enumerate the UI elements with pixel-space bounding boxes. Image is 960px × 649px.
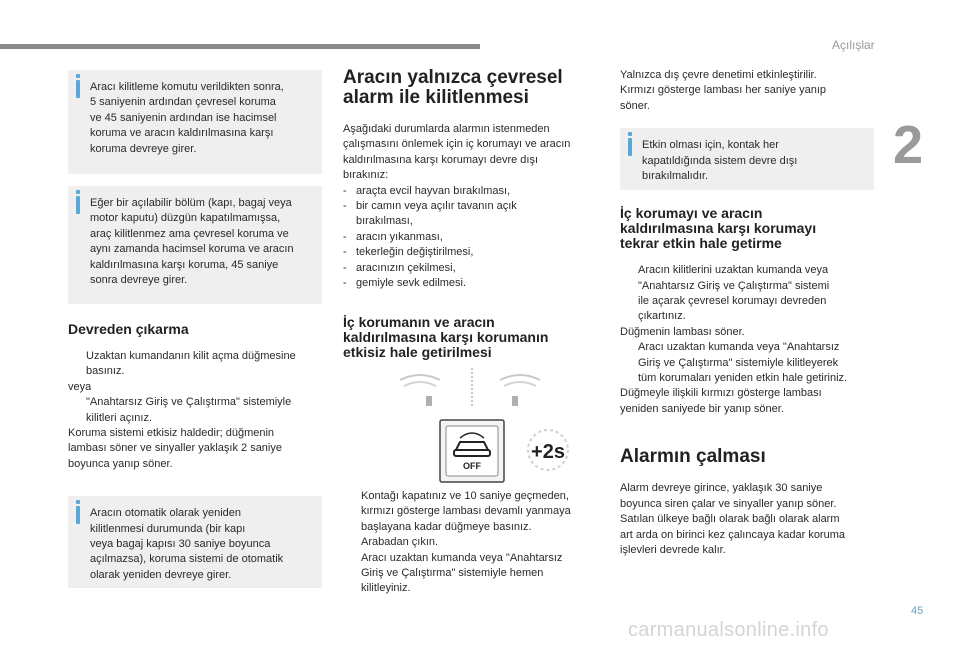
info-line: olarak yeniden devreye girer.	[90, 568, 232, 581]
list-item: - araçta evcil hayvan bırakılması,	[343, 184, 511, 197]
info-line: koruma ve aracın kaldırılmasına karşı	[90, 127, 274, 140]
info-icon	[76, 80, 80, 98]
column-1	[68, 70, 322, 588]
info-line: aynı zamanda hacimsel koruma ve aracın	[90, 243, 294, 256]
section-heading-deactivation: Devreden çıkarma	[68, 321, 189, 337]
list-item: - bir camın veya açılır tavanın açık bırakılması,	[343, 200, 517, 228]
paragraph: lambası söner ve sinyaller yaklaşık 2 saniye	[68, 442, 282, 455]
button-off-label: OFF	[463, 461, 481, 471]
interior-sensor-right-icon	[500, 375, 540, 406]
paragraph: boyunca yanıp söner.	[68, 457, 173, 470]
watermark: carmanualsonline.info	[628, 619, 829, 641]
info-icon	[76, 506, 80, 524]
info-line: kaldırılmasına karşı koruma, 45 saniye	[90, 258, 279, 271]
info-line: araç kilitlenmez ama çevresel koruma ve	[90, 227, 289, 240]
section-heading-reactivate-protection: İç korumayı ve aracın kaldırılmasına karşı korumayı tekrar etkin hale getirme	[620, 205, 817, 252]
list-item: - aracın yıkanması,	[343, 230, 443, 243]
chapter-number: 2	[893, 115, 924, 175]
column-3: Yalnızca dış çevre denetimi etkinleştirilir. Kırmızı gösterge lambası her saniye yanıp söner. Etkin olması için, kontak her kapatıldığında sistem devre dışı bırakılmalıdır. İç korumayı ve aracın kaldırılmasına karşı korumayı tekrar etkin hale getirme Aracın kilitlerini uzaktan kumanda veya "Anahtarsız Giriş ve Çalıştırma" sistemi ile açarak çevresel korumayı devreden çıkartınız. Düğmenin lambası söner. Aracı uzaktan kumanda veya "Anahtarsız Giriş ve Çalıştırma" sistemiyle kilitleyerek tüm korumaları yeniden etkin hale getiriniz. Düğmeyle ilişkili kırmızı gösterge lambası yeniden saniyede bir yanıp söner. Alarmın çalması Alarm devreye girince, yaklaşık 30 saniye boyunca siren çalar ve sinyaller yanıp söner. Satılan ülkeye bağlı olarak bağlı olarak alarm art arda on birinci kez çalıncaya kadar koruma işlevleri devrede kalır.	[620, 68, 874, 558]
column-2: Aracın yalnızca çevresel alarm ile kilitlenmesi Aşağıdaki durumlarda alarmın istenmeden çalışmasını önlemek için iç korumayı ve aracın kaldırılmasına karşı korumayı devre dışı bırakınız: - araçta evcil hayvan bırakılması, - bir camın veya açılır tavanın açık bırakılması, - aracın yıkanması, - tekerleğin değiştirilmesi, - aracınızın çekilmesi, - gemiyle sevk edilmesi. İç korumanın ve aracın kaldırılmasına karşı korumanın etkisiz hale getirilmesi	[343, 68, 601, 360]
section-heading-perimeter-alarm: Aracın yalnızca çevresel alarm ile kilitlenmesi	[343, 67, 563, 108]
section-heading-alarm-triggering: Alarmın çalması	[620, 446, 766, 468]
list-item: Aracın kilitlerini uzaktan kumanda veya "Anahtarsız Giriş ve Çalıştırma" sistemi ile açarak çevresel korumayı devreden çıkartınız.	[638, 264, 830, 323]
info-box-3	[68, 496, 322, 588]
section-title: Açılışlar	[832, 38, 875, 52]
list-item: - gemiyle sevk edilmesi.	[343, 277, 467, 290]
page-number: 45	[911, 605, 924, 617]
info-line: 5 saniyenin ardından çevresel koruma	[90, 96, 276, 109]
list-item: Aracı uzaktan kumanda veya "Anahtarsız Giriş ve Çalıştırma" sistemiyle hemen kilitleyiniz.	[361, 551, 563, 595]
info-line: motor kaputu) düzgün kapatılmamışsa,	[90, 212, 281, 225]
info-icon	[628, 138, 632, 156]
list-item: Arabadan çıkın.	[361, 536, 439, 549]
list-item: - aracınızın çekilmesi,	[343, 261, 456, 274]
info-line: kilitlenmesi durumunda (bir kapı	[90, 522, 246, 535]
info-box-2	[68, 186, 322, 304]
timer-label: +2s	[531, 441, 565, 463]
list-item: Kontağı kapatınız ve 10 saniye geçmeden, kırmızı gösterge lambası devamlı yanmaya başlayana kadar düğmeye basınız.	[361, 490, 571, 533]
list-item: Aracı uzaktan kumanda veya "Anahtarsız Giriş ve Çalıştırma" sistemiyle kilitleyerek tüm korumaları yeniden etkin hale getiriniz.	[638, 341, 848, 385]
info-line: Aracın otomatik olarak yeniden	[90, 507, 242, 520]
section-heading-disable-protection: İç korumanın ve aracın kaldırılmasına karşı korumanın etkisiz hale getirilmesi	[343, 314, 549, 361]
alarm-button-illustration	[380, 366, 580, 486]
interior-sensor-left-icon	[400, 375, 440, 406]
column-2-steps	[343, 489, 601, 597]
info-line: Eğer bir açılabilir bölüm (kapı, bagaj veya	[90, 197, 292, 209]
info-line: ve 45 saniyenin ardından ise hacimsel	[90, 111, 277, 124]
text-veya: veya	[68, 380, 92, 393]
list-item: Uzaktan kumandanın kilit açma düğmesine basınız.	[86, 350, 296, 378]
paragraph: Koruma sistemi etkisiz haldedir; düğmenin	[68, 427, 275, 440]
info-icon	[76, 196, 80, 214]
info-line: açılmazsa), koruma sistemi de otomatik	[90, 553, 284, 566]
timer-icon	[528, 430, 568, 470]
header-bar	[0, 44, 480, 49]
list-item: "Anahtarsız Giriş ve Çalıştırma" sistemiyle kilitleri açınız.	[86, 396, 292, 424]
list-item: - tekerleğin değiştirilmesi,	[343, 246, 474, 259]
info-line: sonra devreye girer.	[90, 274, 188, 287]
alarm-off-button	[440, 420, 504, 482]
info-box-1	[68, 70, 322, 174]
info-line: koruma devreye girer.	[90, 142, 197, 155]
info-box-4: Etkin olması için, kontak her kapatıldığında sistem devre dışı bırakılmalıdır.	[620, 128, 874, 190]
info-line: veya bagaj kapısı 30 saniye boyunca	[90, 538, 271, 551]
info-line: Aracı kilitleme komutu verildikten sonra,	[90, 81, 284, 93]
